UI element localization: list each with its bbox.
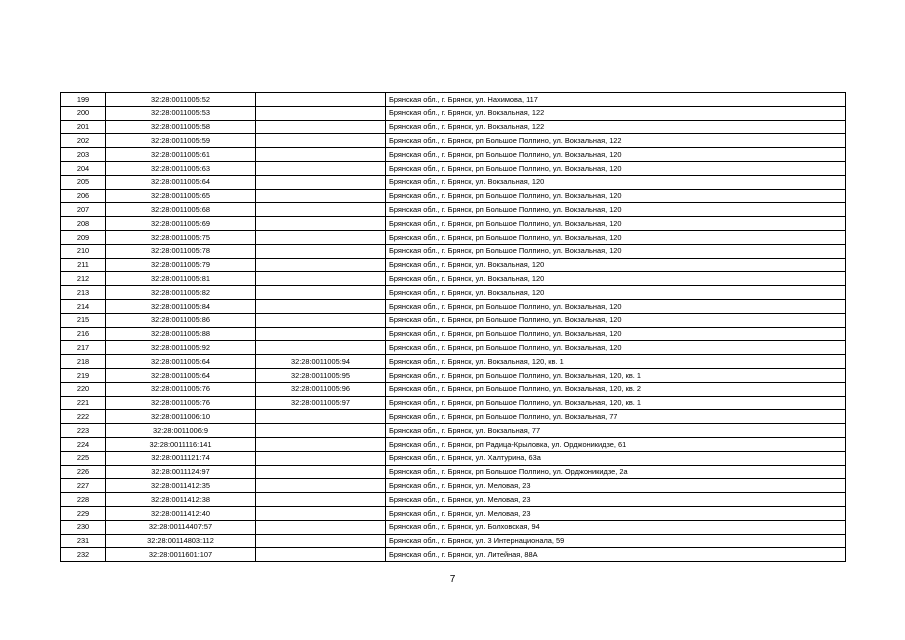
row-number-cell: 220 <box>61 382 106 396</box>
row-number-cell: 225 <box>61 451 106 465</box>
table-body <box>61 93 846 562</box>
cadastral-number-cell: 32:28:0011412:40 <box>106 506 256 520</box>
row-number-cell: 204 <box>61 161 106 175</box>
row-number-cell: 209 <box>61 230 106 244</box>
address-cell: Брянская обл., г. Брянск, ул. Вокзальная, 120 <box>386 175 846 189</box>
row-number-cell: 222 <box>61 410 106 424</box>
related-cadastral-number-cell <box>256 93 386 107</box>
address-cell: Брянская обл., г. Брянск, рп Большое Полпино, ул. Вокзальная, 122 <box>386 134 846 148</box>
address-cell: Брянская обл., г. Брянск, рп Большое Полпино, ул. Вокзальная, 120, кв. 2 <box>386 382 846 396</box>
table-row <box>61 299 846 313</box>
address-cell: Брянская обл., г. Брянск, ул. Нахимова, 117 <box>386 93 846 107</box>
related-cadastral-number-cell: 32:28:0011005:97 <box>256 396 386 410</box>
related-cadastral-number-cell <box>256 424 386 438</box>
row-number-cell: 202 <box>61 134 106 148</box>
related-cadastral-number-cell <box>256 258 386 272</box>
row-number-cell: 207 <box>61 203 106 217</box>
related-cadastral-number-cell <box>256 327 386 341</box>
cadastral-number-cell: 32:28:0011005:68 <box>106 203 256 217</box>
table-row <box>61 479 846 493</box>
address-cell: Брянская обл., г. Брянск, ул. Болховская, 94 <box>386 520 846 534</box>
table-row <box>61 548 846 562</box>
row-number-cell: 214 <box>61 299 106 313</box>
address-cell: Брянская обл., г. Брянск, ул. Меловая, 23 <box>386 493 846 507</box>
address-cell: Брянская обл., г. Брянск, ул. Халтурина, 63а <box>386 451 846 465</box>
address-cell: Брянская обл., г. Брянск, ул. Вокзальная, 122 <box>386 120 846 134</box>
row-number-cell: 228 <box>61 493 106 507</box>
table-row <box>61 120 846 134</box>
cadastral-number-cell: 32:28:0011601:107 <box>106 548 256 562</box>
row-number-cell: 203 <box>61 148 106 162</box>
table-row <box>61 189 846 203</box>
row-number-cell: 229 <box>61 506 106 520</box>
table-row <box>61 106 846 120</box>
cadastral-number-cell: 32:28:0011005:65 <box>106 189 256 203</box>
address-cell: Брянская обл., г. Брянск, ул. Меловая, 23 <box>386 479 846 493</box>
address-cell: Брянская обл., г. Брянск, рп Большое Полпино, ул. Вокзальная, 120 <box>386 327 846 341</box>
row-number-cell: 210 <box>61 244 106 258</box>
address-cell: Брянская обл., г. Брянск, ул. Вокзальная, 120, кв. 1 <box>386 355 846 369</box>
row-number-cell: 227 <box>61 479 106 493</box>
row-number-cell: 201 <box>61 120 106 134</box>
cadastral-number-cell: 32:28:00114803:112 <box>106 534 256 548</box>
table-row <box>61 506 846 520</box>
row-number-cell: 199 <box>61 93 106 107</box>
cadastral-number-cell: 32:28:0011005:86 <box>106 313 256 327</box>
row-number-cell: 212 <box>61 272 106 286</box>
cadastral-number-cell: 32:28:0011005:64 <box>106 368 256 382</box>
address-cell: Брянская обл., г. Брянск, рп Большое Полпино, ул. Вокзальная, 120 <box>386 148 846 162</box>
cadastral-number-cell: 32:28:0011412:38 <box>106 493 256 507</box>
cadastral-number-cell: 32:28:0011006:10 <box>106 410 256 424</box>
related-cadastral-number-cell <box>256 493 386 507</box>
cadastral-number-cell: 32:28:0011412:35 <box>106 479 256 493</box>
related-cadastral-number-cell <box>256 230 386 244</box>
related-cadastral-number-cell <box>256 410 386 424</box>
table-row <box>61 134 846 148</box>
cadastral-number-cell: 32:28:0011005:69 <box>106 217 256 231</box>
table-row <box>61 465 846 479</box>
row-number-cell: 224 <box>61 437 106 451</box>
table-row <box>61 341 846 355</box>
row-number-cell: 216 <box>61 327 106 341</box>
cadastral-number-cell: 32:28:0011005:64 <box>106 355 256 369</box>
cadastral-table <box>60 92 846 562</box>
address-cell: Брянская обл., г. Брянск, ул. Меловая, 23 <box>386 506 846 520</box>
related-cadastral-number-cell <box>256 286 386 300</box>
related-cadastral-number-cell <box>256 148 386 162</box>
table-row <box>61 382 846 396</box>
cadastral-number-cell: 32:28:0011005:88 <box>106 327 256 341</box>
cadastral-number-cell: 32:28:0011005:64 <box>106 175 256 189</box>
address-cell: Брянская обл., г. Брянск, рп Большое Полпино, ул. Вокзальная, 120 <box>386 203 846 217</box>
address-cell: Брянская обл., г. Брянск, ул. Литейная, 88А <box>386 548 846 562</box>
related-cadastral-number-cell <box>256 272 386 286</box>
related-cadastral-number-cell <box>256 506 386 520</box>
related-cadastral-number-cell: 32:28:0011005:96 <box>256 382 386 396</box>
table-row <box>61 493 846 507</box>
table-row <box>61 286 846 300</box>
related-cadastral-number-cell <box>256 161 386 175</box>
row-number-cell: 231 <box>61 534 106 548</box>
row-number-cell: 211 <box>61 258 106 272</box>
table-row <box>61 368 846 382</box>
table-row <box>61 355 846 369</box>
related-cadastral-number-cell <box>256 313 386 327</box>
related-cadastral-number-cell <box>256 106 386 120</box>
cadastral-number-cell: 32:28:0011005:52 <box>106 93 256 107</box>
table-row <box>61 313 846 327</box>
table-row <box>61 203 846 217</box>
cadastral-number-cell: 32:28:0011005:76 <box>106 382 256 396</box>
row-number-cell: 217 <box>61 341 106 355</box>
table-row <box>61 520 846 534</box>
address-cell: Брянская обл., г. Брянск, ул. Вокзальная, 120 <box>386 286 846 300</box>
related-cadastral-number-cell <box>256 437 386 451</box>
cadastral-number-cell: 32:28:0011005:53 <box>106 106 256 120</box>
address-cell: Брянская обл., г. Брянск, рп Большое Полпино, ул. Вокзальная, 120 <box>386 230 846 244</box>
address-cell: Брянская обл., г. Брянск, рп Большое Полпино, ул. Вокзальная, 120 <box>386 341 846 355</box>
row-number-cell: 226 <box>61 465 106 479</box>
row-number-cell: 200 <box>61 106 106 120</box>
table-row <box>61 230 846 244</box>
row-number-cell: 208 <box>61 217 106 231</box>
address-cell: Брянская обл., г. Брянск, рп Большое Полпино, ул. Вокзальная, 120 <box>386 189 846 203</box>
cadastral-number-cell: 32:28:0011005:78 <box>106 244 256 258</box>
row-number-cell: 215 <box>61 313 106 327</box>
address-cell: Брянская обл., г. Брянск, ул. Вокзальная, 122 <box>386 106 846 120</box>
address-cell: Брянская обл., г. Брянск, рп Большое Полпино, ул. Вокзальная, 120 <box>386 161 846 175</box>
row-number-cell: 230 <box>61 520 106 534</box>
table-row <box>61 258 846 272</box>
row-number-cell: 232 <box>61 548 106 562</box>
related-cadastral-number-cell <box>256 451 386 465</box>
table-row <box>61 272 846 286</box>
address-cell: Брянская обл., г. Брянск, ул. Вокзальная, 120 <box>386 272 846 286</box>
cadastral-number-cell: 32:28:0011005:58 <box>106 120 256 134</box>
table-row <box>61 244 846 258</box>
cadastral-number-cell: 32:28:0011005:81 <box>106 272 256 286</box>
cadastral-number-cell: 32:28:0011005:75 <box>106 230 256 244</box>
cadastral-number-cell: 32:28:0011006:9 <box>106 424 256 438</box>
related-cadastral-number-cell <box>256 465 386 479</box>
related-cadastral-number-cell <box>256 299 386 313</box>
related-cadastral-number-cell <box>256 134 386 148</box>
related-cadastral-number-cell <box>256 189 386 203</box>
page-number: 7 <box>449 574 456 585</box>
table-row <box>61 175 846 189</box>
address-cell: Брянская обл., г. Брянск, рп Большое Полпино, ул. Вокзальная, 120, кв. 1 <box>386 368 846 382</box>
address-cell: Брянская обл., г. Брянск, ул. Вокзальная, 77 <box>386 424 846 438</box>
row-number-cell: 205 <box>61 175 106 189</box>
related-cadastral-number-cell <box>256 479 386 493</box>
table-row <box>61 148 846 162</box>
table-row <box>61 93 846 107</box>
table-row <box>61 161 846 175</box>
cadastral-number-cell: 32:28:0011005:63 <box>106 161 256 175</box>
related-cadastral-number-cell <box>256 175 386 189</box>
row-number-cell: 223 <box>61 424 106 438</box>
table-row <box>61 217 846 231</box>
related-cadastral-number-cell <box>256 341 386 355</box>
table-row <box>61 451 846 465</box>
row-number-cell: 219 <box>61 368 106 382</box>
table-row <box>61 327 846 341</box>
address-cell: Брянская обл., г. Брянск, рп Большое Полпино, ул. Вокзальная, 120 <box>386 217 846 231</box>
related-cadastral-number-cell <box>256 217 386 231</box>
row-number-cell: 206 <box>61 189 106 203</box>
table-row <box>61 534 846 548</box>
related-cadastral-number-cell <box>256 203 386 217</box>
related-cadastral-number-cell: 32:28:0011005:95 <box>256 368 386 382</box>
table-row <box>61 424 846 438</box>
cadastral-number-cell: 32:28:0011124:97 <box>106 465 256 479</box>
related-cadastral-number-cell <box>256 534 386 548</box>
cadastral-number-cell: 32:28:0011116:141 <box>106 437 256 451</box>
cadastral-number-cell: 32:28:0011005:79 <box>106 258 256 272</box>
cadastral-number-cell: 32:28:0011005:59 <box>106 134 256 148</box>
cadastral-number-cell: 32:28:0011005:92 <box>106 341 256 355</box>
related-cadastral-number-cell <box>256 548 386 562</box>
cadastral-number-cell: 32:28:0011005:84 <box>106 299 256 313</box>
address-cell: Брянская обл., г. Брянск, рп Большое Полпино, ул. Вокзальная, 120 <box>386 244 846 258</box>
cadastral-number-cell: 32:28:0011005:76 <box>106 396 256 410</box>
related-cadastral-number-cell <box>256 120 386 134</box>
row-number-cell: 218 <box>61 355 106 369</box>
table-row <box>61 410 846 424</box>
table-row <box>61 396 846 410</box>
address-cell: Брянская обл., г. Брянск, рп Большое Полпино, ул. Вокзальная, 120 <box>386 299 846 313</box>
address-cell: Брянская обл., г. Брянск, рп Большое Полпино, ул. Вокзальная, 120 <box>386 313 846 327</box>
related-cadastral-number-cell <box>256 520 386 534</box>
related-cadastral-number-cell <box>256 244 386 258</box>
address-cell: Брянская обл., г. Брянск, рп Большое Полпино, ул. Вокзальная, 77 <box>386 410 846 424</box>
address-cell: Брянская обл., г. Брянск, ул. 3 Интернационала, 59 <box>386 534 846 548</box>
address-cell: Брянская обл., г. Брянск, рп Большое Полпино, ул. Вокзальная, 120, кв. 1 <box>386 396 846 410</box>
address-cell: Брянская обл., г. Брянск, ул. Вокзальная, 120 <box>386 258 846 272</box>
related-cadastral-number-cell: 32:28:0011005:94 <box>256 355 386 369</box>
row-number-cell: 221 <box>61 396 106 410</box>
row-number-cell: 213 <box>61 286 106 300</box>
address-cell: Брянская обл., г. Брянск, рп Радица-Крыловка, ул. Орджоникидзе, 61 <box>386 437 846 451</box>
cadastral-number-cell: 32:28:0011005:82 <box>106 286 256 300</box>
address-cell: Брянская обл., г. Брянск, рп Большое Полпино, ул. Орджоникидзе, 2а <box>386 465 846 479</box>
table-row <box>61 437 846 451</box>
cadastral-number-cell: 32:28:0011005:61 <box>106 148 256 162</box>
cadastral-number-cell: 32:28:00114407:57 <box>106 520 256 534</box>
cadastral-number-cell: 32:28:0011121:74 <box>106 451 256 465</box>
